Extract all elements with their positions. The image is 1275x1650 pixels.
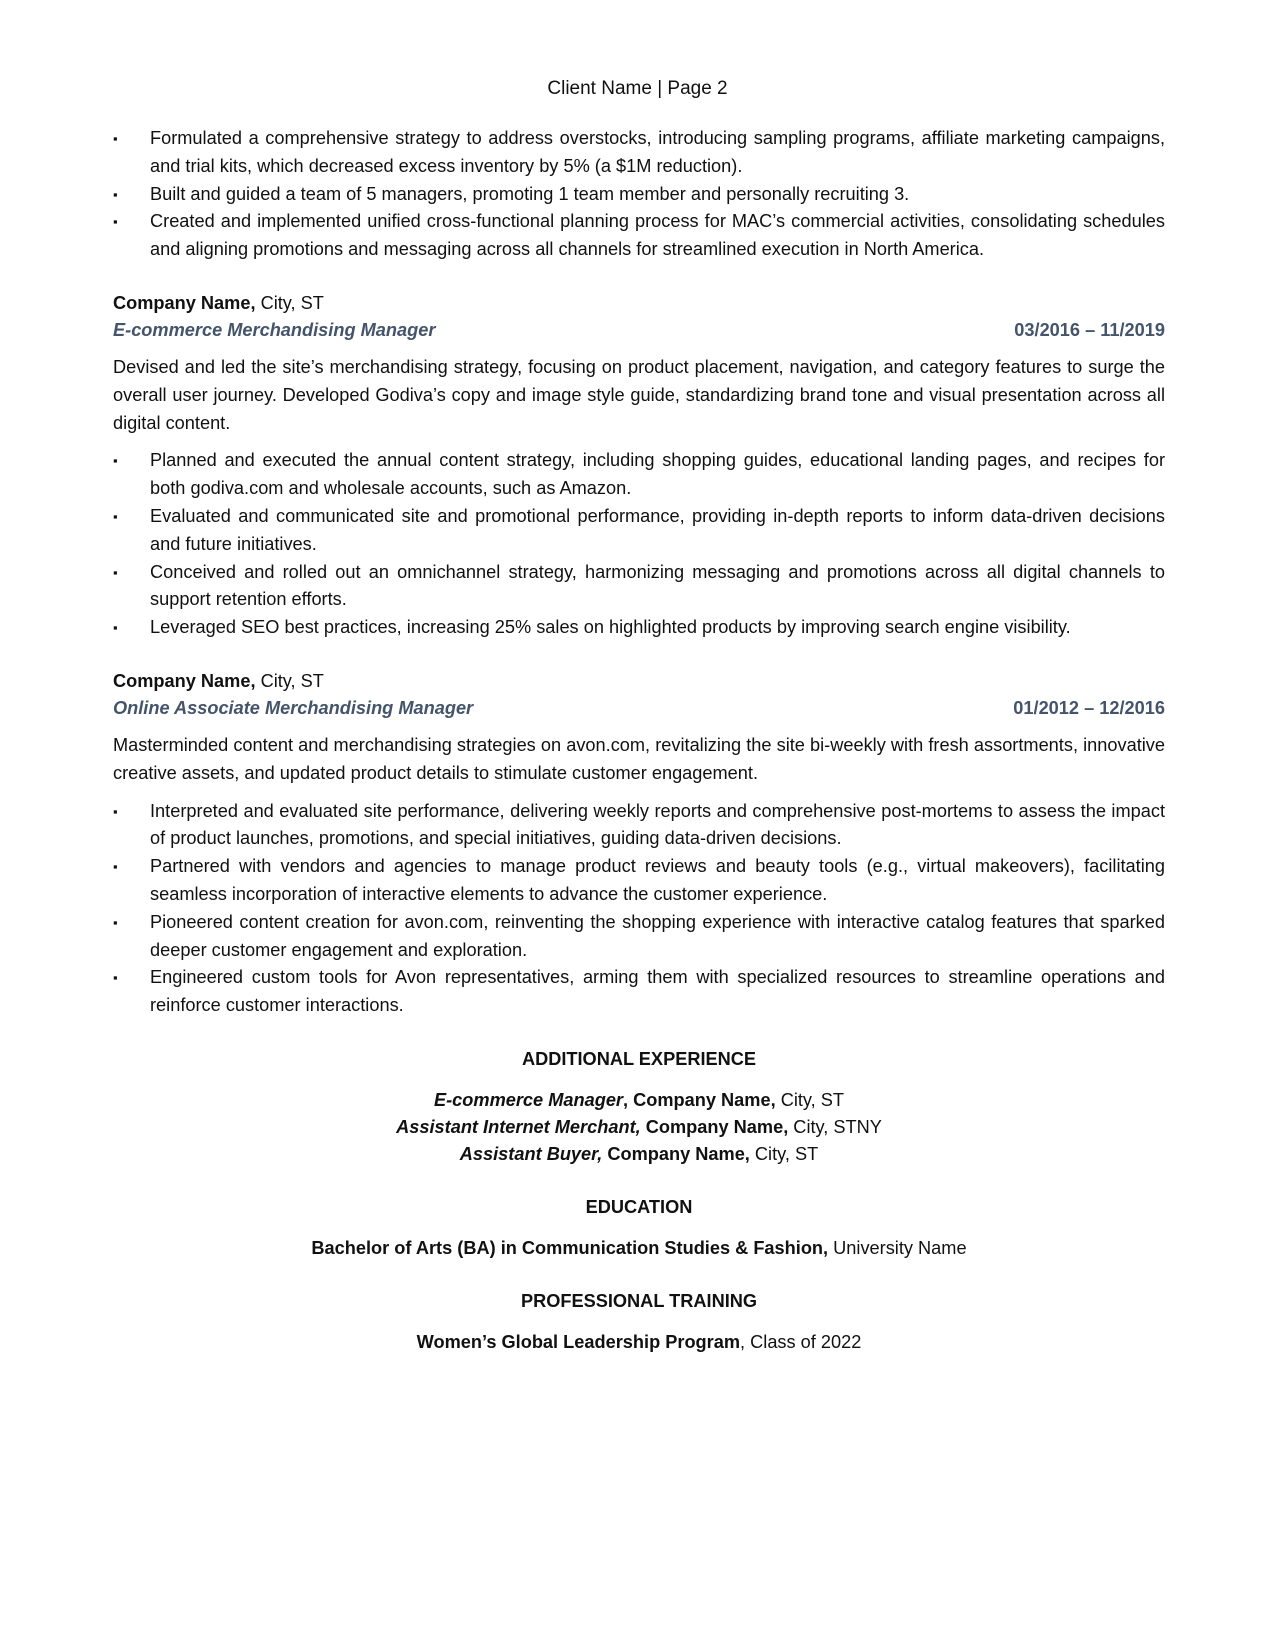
list-item: [113, 503, 1165, 559]
additional-role: E-commerce Manager: [433, 1089, 624, 1110]
job-dates: 01/2012 – 12/2016: [1013, 697, 1165, 718]
bullet-icon: ▪: [113, 564, 118, 580]
bullet-icon: ▪: [113, 914, 118, 930]
bullet-icon: ▪: [113, 970, 118, 986]
bullet-text: Partnered with vendors and agencies to manage product reviews and beauty tools (e.g., virtual makeovers), facilitating seamless incorporation of interactive elements to advance the customer experience.: [150, 856, 1165, 904]
role-line: [113, 695, 1165, 722]
company-name: Company Name,: [113, 292, 256, 313]
bullet-text: Conceived and rolled out an omnichannel strategy, harmonizing messaging and promotions across all digital channels to support retention efforts.: [150, 561, 1165, 610]
education-entry: [113, 1235, 1165, 1262]
bullet-icon: ▪: [113, 214, 118, 230]
job-bullet-list: [113, 798, 1165, 1020]
company-location: City, ST: [255, 292, 324, 313]
bullet-icon: ▪: [113, 131, 118, 146]
resume-content: [113, 125, 1165, 1356]
job-title: E-commerce Merchandising Manager: [113, 319, 436, 340]
job-title: Online Associate Merchandising Manager: [113, 697, 474, 718]
job-dates: 03/2016 – 11/2019: [1014, 319, 1165, 340]
bullet-icon: ▪: [113, 620, 118, 636]
additional-company: Company Name,: [602, 1143, 750, 1164]
additional-location: City, ST: [775, 1089, 845, 1110]
job-summary: Devised and led the site’s merchandising strategy, focusing on product placement, navigation, and category features to surge the overall user journey. Developed Godiva’s copy and image style guide, standardizing brand tone and visual presentation across all digital content.: [113, 356, 1165, 433]
training-program: Women’s Global Leadership Program: [416, 1331, 741, 1352]
school-name: University Name: [828, 1237, 967, 1258]
additional-experience-heading: ADDITIONAL EXPERIENCE: [521, 1048, 757, 1069]
additional-location: City, STNY: [788, 1116, 882, 1137]
bullet-text: Created and implemented unified cross-functional planning process for MAC’s commercial activities, consolidating schedules and aligning promotions and messaging across all channels for streamlined execution in North America.: [150, 211, 1165, 260]
page-header: Client Name | Page 2: [547, 78, 728, 99]
company-line: [113, 668, 1165, 695]
additional-company: Company Name,: [640, 1116, 789, 1137]
additional-role: Assistant Internet Merchant,: [396, 1116, 641, 1137]
job-entry-1: [113, 290, 1165, 642]
company-location: City, ST: [255, 670, 324, 691]
bullet-icon: ▪: [113, 186, 118, 202]
bullet-text: Planned and executed the annual content strategy, including shopping guides, educational landing pages, and recipes for both godiva.com and wholesale accounts, such as Amazon.: [150, 450, 1165, 499]
job-entry-2: [113, 668, 1165, 1020]
bullet-text: Engineered custom tools for Avon representatives, arming them with specialized resources to streamline operations and reinforce customer interactions.: [150, 967, 1165, 1016]
list-item: [113, 447, 1165, 503]
list-item: [113, 853, 1165, 909]
bullet-icon: ▪: [113, 508, 118, 524]
additional-item: [113, 1141, 1165, 1168]
list-item: [113, 181, 1165, 209]
bullet-text: Interpreted and evaluated site performance, delivering weekly reports and comprehensive post-mortems to assess the impact of product launches, promotions, and special initiatives, guiding data-driven decisions.: [150, 800, 1165, 849]
bullet-text: Pioneered content creation for avon.com, reinventing the shopping experience with interactive catalog features that sparked deeper customer engagement and exploration.: [150, 911, 1165, 960]
bullet-icon: ▪: [113, 453, 118, 469]
bullet-text: Evaluated and communicated site and promotional performance, providing in-depth reports to inform data-driven decisions and future initiatives.: [150, 505, 1165, 554]
list-item: [113, 964, 1165, 1020]
list-item: [113, 798, 1165, 854]
additional-sep: ,: [623, 1089, 629, 1110]
job-bullet-list: [113, 447, 1165, 642]
additional-company: Company Name,: [628, 1089, 776, 1110]
list-item: [113, 559, 1165, 615]
list-item: [113, 909, 1165, 965]
education-heading: EDUCATION: [585, 1196, 693, 1217]
additional-role: Assistant Buyer,: [459, 1143, 603, 1164]
training-heading: PROFESSIONAL TRAINING: [520, 1290, 758, 1311]
additional-item: [113, 1114, 1165, 1141]
job-summary: Masterminded content and merchandising strategies on avon.com, revitalizing the site bi-weekly with fresh assortments, innovative creative assets, and updated product details to stimulate customer engagement.: [113, 734, 1165, 783]
degree: Bachelor of Arts (BA) in Communication Studies & Fashion,: [311, 1237, 829, 1258]
list-item: [113, 125, 1165, 181]
role-line: [113, 317, 1165, 344]
list-item: [113, 614, 1165, 642]
training-detail: , Class of 2022: [740, 1331, 862, 1352]
additional-item: [113, 1087, 1165, 1114]
company-line: [113, 290, 1165, 317]
training-entry: [113, 1329, 1165, 1356]
bullet-icon: ▪: [113, 859, 118, 875]
bullet-text: Leveraged SEO best practices, increasing 25% sales on highlighted products by improving search engine visibility.: [150, 617, 1071, 638]
bullet-text: Formulated a comprehensive strategy to address overstocks, introducing sampling programs, affiliate marketing campaigns, and trial kits, which decreased excess inventory by 5% (a $1M reduction).: [150, 128, 1165, 176]
bullet-icon: ▪: [113, 803, 118, 819]
company-name: Company Name,: [113, 670, 256, 691]
list-item: [113, 208, 1165, 264]
intro-bullet-list: [113, 125, 1165, 264]
additional-location: City, ST: [749, 1143, 819, 1164]
bullet-text: Built and guided a team of 5 managers, promoting 1 team member and personally recruiting 3.: [150, 183, 910, 204]
